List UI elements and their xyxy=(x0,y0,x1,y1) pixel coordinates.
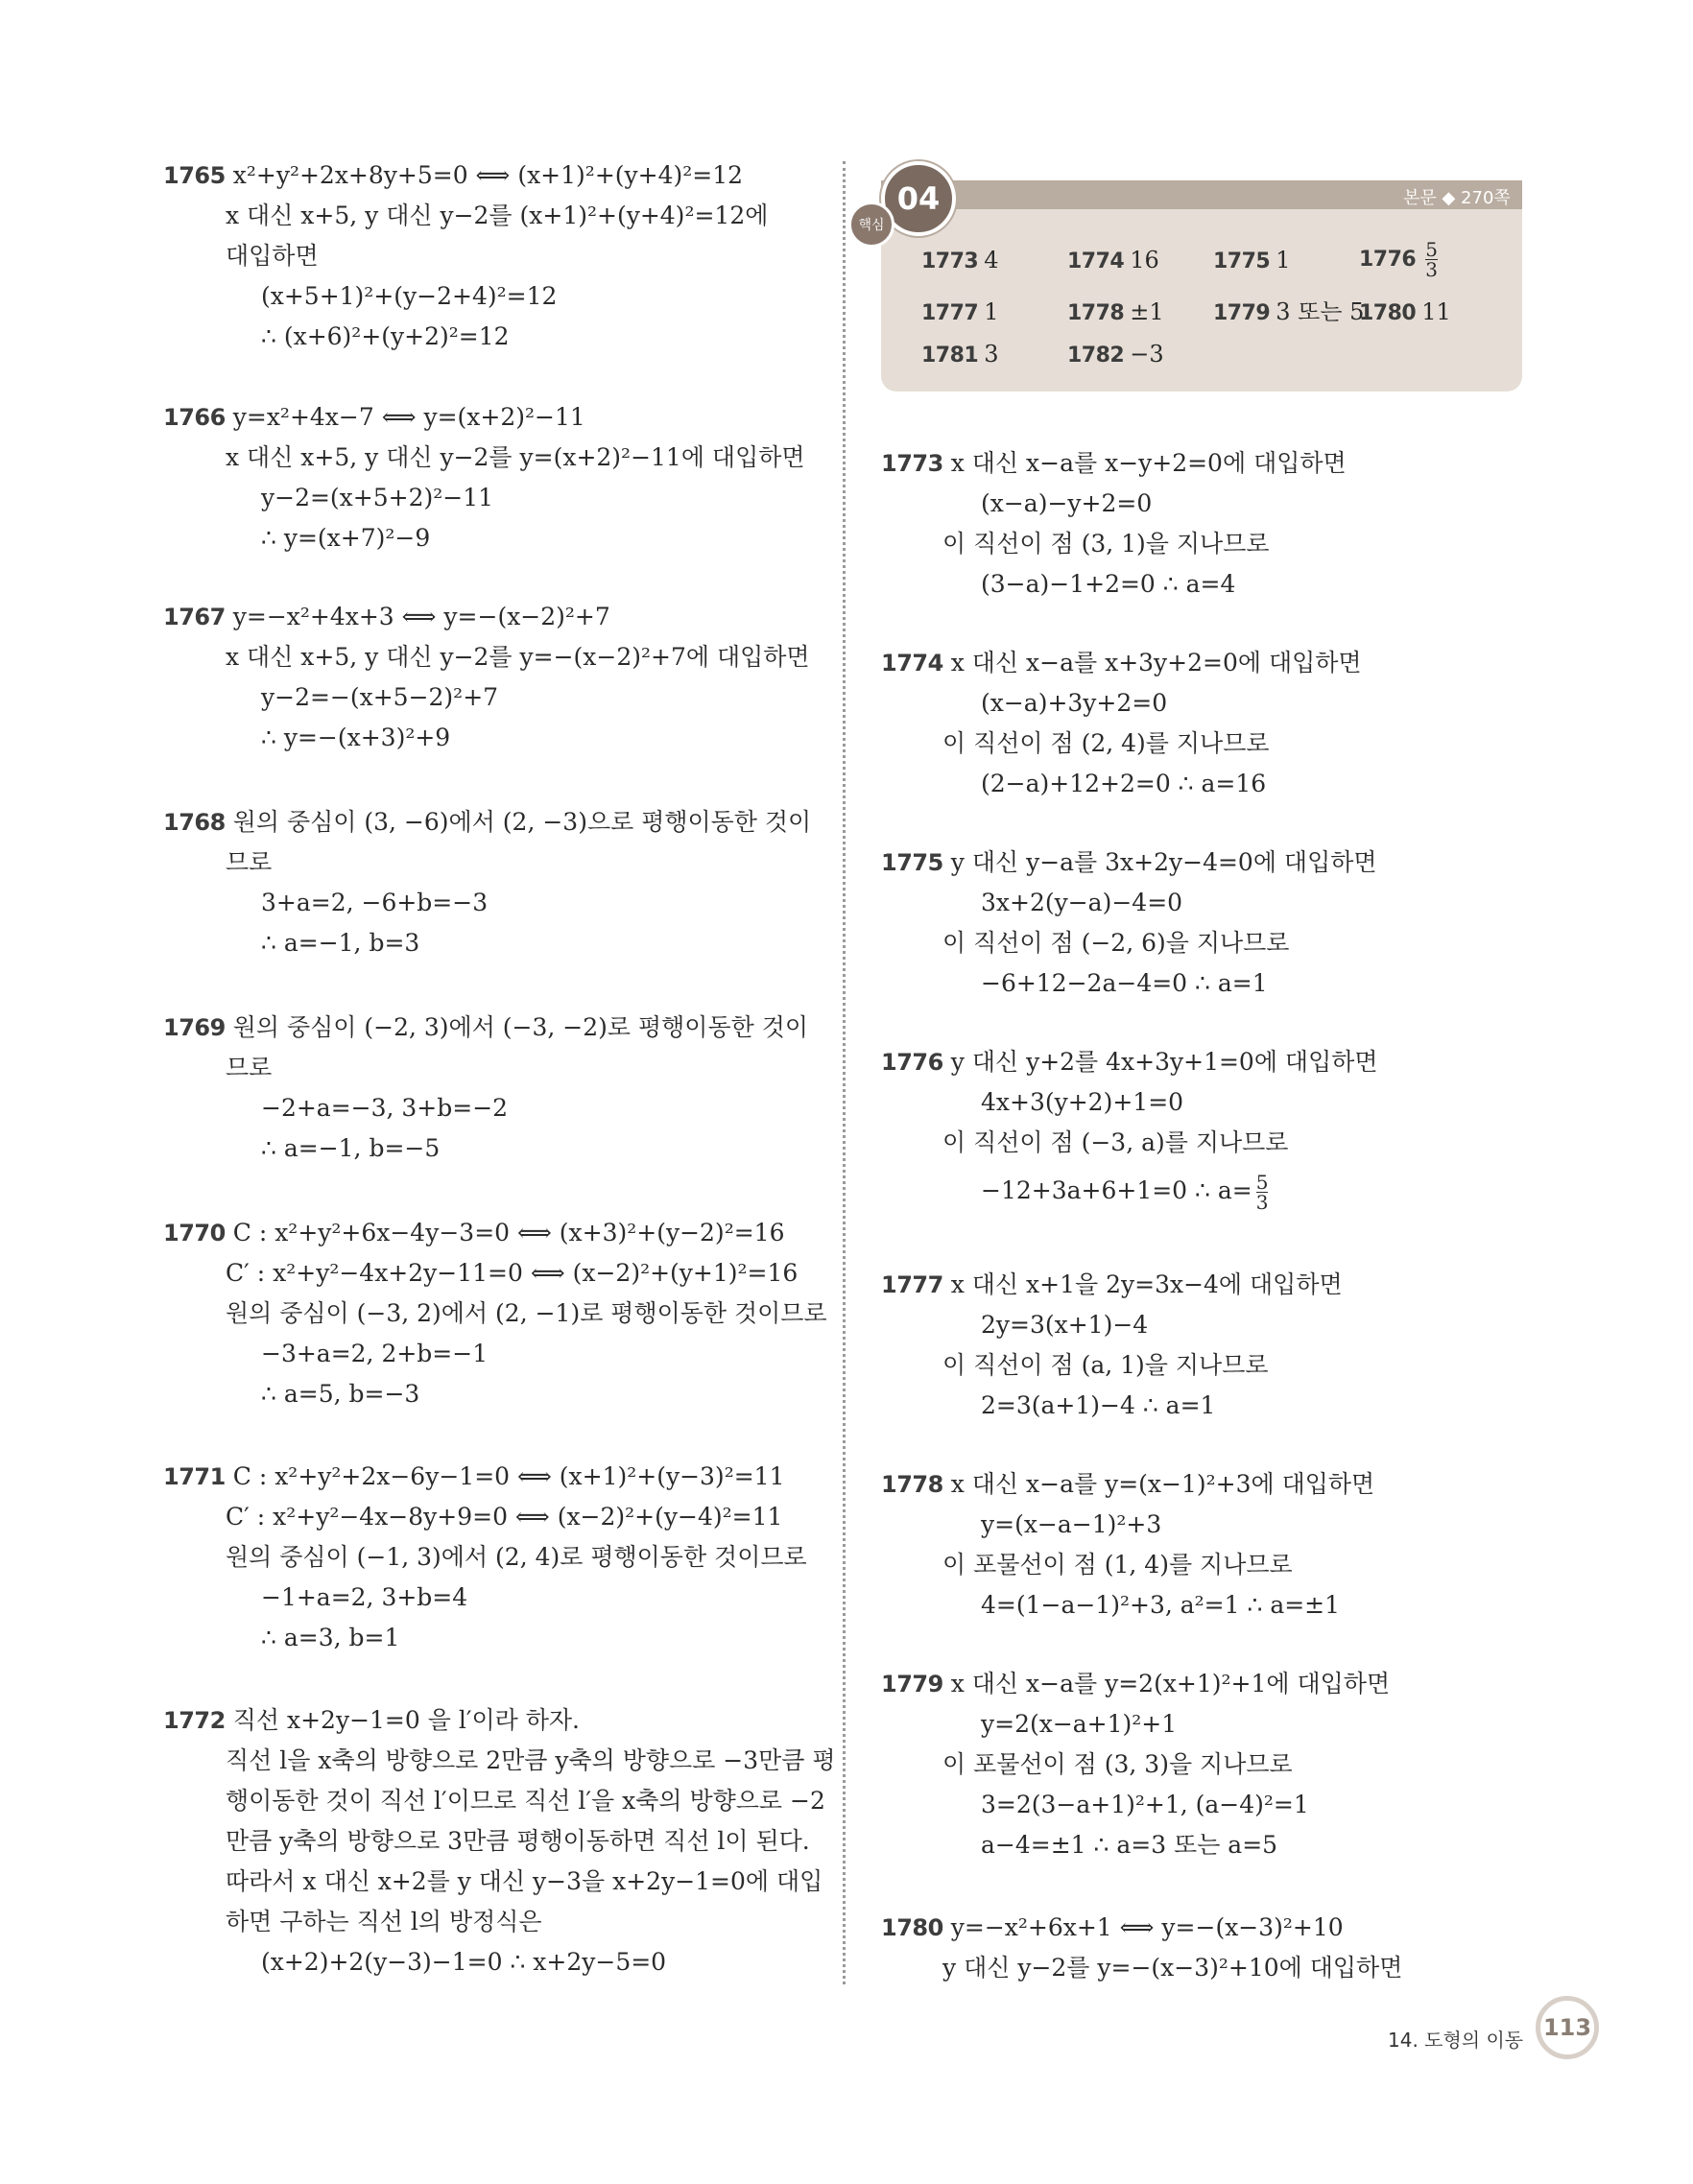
solution-line: 직선 x+2y−1=0 을 l′이라 하자. xyxy=(232,1706,580,1734)
solution-line: x 대신 x+5, y 대신 y−2를 y=−(x−2)²+7에 대입하면 xyxy=(226,643,810,671)
problem-number: 1779 xyxy=(881,1671,943,1697)
solution-line: x 대신 x−a를 x−y+2=0에 대입하면 xyxy=(950,449,1347,477)
answer-item: 1775 1 xyxy=(1213,247,1291,273)
solution-line: −6+12−2a−4=0 ∴ a=1 xyxy=(981,969,1268,997)
solution-line: 므로 xyxy=(226,1054,273,1081)
solution-line: 이 직선이 점 (2, 4)를 지나므로 xyxy=(942,729,1270,757)
solution-line: y−2=−(x+5−2)²+7 xyxy=(261,683,499,711)
solution-line: ∴ (x+6)²+(y+2)²=12 xyxy=(261,322,510,350)
solution-line: 이 포물선이 점 (1, 4)를 지나므로 xyxy=(942,1551,1293,1579)
solution-line: −3+a=2, 2+b=−1 xyxy=(261,1340,489,1367)
solution-line: 4=(1−a−1)²+3, a²=1 ∴ a=±1 xyxy=(981,1591,1341,1619)
problem-number: 1766 xyxy=(163,404,226,431)
solution-line: y=2(x−a+1)²+1 xyxy=(981,1710,1178,1738)
answer-item: 1781 3 xyxy=(921,341,999,368)
problem-number: 1771 xyxy=(163,1463,226,1490)
solution-line: 이 포물선이 점 (3, 3)을 지나므로 xyxy=(942,1750,1293,1778)
solution-line: x 대신 x+5, y 대신 y−2를 (x+1)²+(y+4)²=12에 xyxy=(226,202,769,229)
solution-line: y=−x²+4x+3 ⟺ y=−(x−2)²+7 xyxy=(232,603,610,630)
textbook-page-reference: 본문 ◆ 270쪽 xyxy=(1403,188,1511,208)
solution-line: (x−a)−y+2=0 xyxy=(981,489,1153,517)
answer-item: 1773 4 xyxy=(921,247,999,273)
solution-line: −1+a=2, 3+b=4 xyxy=(261,1583,468,1611)
solution-line: C′ : x²+y²−4x+2y−11=0 ⟺ (x−2)²+(y+1)²=16 xyxy=(226,1259,799,1287)
problem-number: 1769 xyxy=(163,1014,226,1041)
chapter-title: 14. 도형의 이동 xyxy=(1388,2029,1524,2052)
solution-line: −12+3a+6+1=0 ∴ a= xyxy=(981,1176,1252,1204)
problem-number: 1772 xyxy=(163,1707,226,1734)
solution-line: C : x²+y²+6x−4y−3=0 ⟺ (x+3)²+(y−2)²=16 xyxy=(232,1219,785,1246)
solution-line: y=x²+4x−7 ⟺ y=(x+2)²−11 xyxy=(232,403,585,431)
solution-line: 이 직선이 점 (3, 1)을 지나므로 xyxy=(942,530,1270,558)
solution-line: (3−a)−1+2=0 ∴ a=4 xyxy=(981,570,1236,598)
solution-line: 직선 l을 x축의 방향으로 2만큼 y축의 방향으로 −3만큼 평 xyxy=(226,1746,836,1774)
answer-item: 1778 ±1 xyxy=(1067,298,1164,325)
solution-line: 만큼 y축의 방향으로 3만큼 평행이동하면 직선 l이 된다. xyxy=(226,1827,810,1855)
solution-line: (2−a)+12+2=0 ∴ a=16 xyxy=(981,770,1267,797)
answer-item: 1776 $\frac{5}{3}$ xyxy=(1359,238,1438,281)
solution-line: 행이동한 것이 직선 l′이므로 직선 l′을 x축의 방향으로 −2 xyxy=(226,1787,825,1815)
solution-line: 3=2(3−a+1)²+1, (a−4)²=1 xyxy=(981,1791,1309,1818)
answer-item: 1777 1 xyxy=(921,298,999,325)
solution-line: 원의 중심이 (−3, 2)에서 (2, −1)로 평행이동한 것이므로 xyxy=(226,1299,827,1327)
solution-line: 3+a=2, −6+b=−3 xyxy=(261,889,489,916)
core-label-badge: 핵심 xyxy=(848,202,894,248)
problem-number: 1774 xyxy=(881,650,943,677)
solution-line: a−4=±1 ∴ a=3 또는 a=5 xyxy=(981,1831,1278,1859)
solution-line: ∴ a=−1, b=3 xyxy=(261,929,420,957)
solution-line: −2+a=−3, 3+b=−2 xyxy=(261,1094,509,1122)
problem-number: 1767 xyxy=(163,604,226,630)
solution-line: 원의 중심이 (−1, 3)에서 (2, 4)로 평행이동한 것이므로 xyxy=(226,1543,807,1571)
solution-line: x 대신 x+5, y 대신 y−2를 y=(x+2)²−11에 대입하면 xyxy=(226,443,805,471)
solution-line: y 대신 y−2를 y=−(x−3)²+10에 대입하면 xyxy=(942,1954,1403,1982)
solution-line: ∴ a=5, b=−3 xyxy=(261,1380,420,1408)
section-badge: 04 xyxy=(881,161,956,236)
solution-line: y 대신 y+2를 4x+3y+1=0에 대입하면 xyxy=(950,1048,1378,1076)
problem-number: 1777 xyxy=(881,1271,943,1298)
solution-line: y 대신 y−a를 3x+2y−4=0에 대입하면 xyxy=(950,848,1377,876)
problem-number: 1765 xyxy=(163,162,226,189)
column-divider xyxy=(843,161,846,1984)
answer-item: 1782 −3 xyxy=(1067,341,1164,368)
fraction: $\frac{5}{3}$ xyxy=(1255,1171,1269,1214)
solution-line: x 대신 x+1을 2y=3x−4에 대입하면 xyxy=(950,1270,1343,1298)
solution-line: 2y=3(x+1)−4 xyxy=(981,1311,1149,1339)
solution-line: 4x+3(y+2)+1=0 xyxy=(981,1088,1184,1116)
solution-line: x 대신 x−a를 y=(x−1)²+3에 대입하면 xyxy=(950,1470,1375,1498)
solution-line: ∴ y=−(x+3)²+9 xyxy=(261,724,451,751)
solution-line: 이 직선이 점 (−2, 6)을 지나므로 xyxy=(942,929,1290,957)
solution-line: 원의 중심이 (−2, 3)에서 (−3, −2)로 평행이동한 것이 xyxy=(232,1013,809,1041)
problem-number: 1778 xyxy=(881,1471,943,1498)
solution-line: C : x²+y²+2x−6y−1=0 ⟺ (x+1)²+(y−3)²=11 xyxy=(232,1462,785,1490)
fraction: $\frac{5}{3}$ xyxy=(1425,238,1438,281)
solution-line: 원의 중심이 (3, −6)에서 (2, −3)으로 평행이동한 것이 xyxy=(232,808,812,836)
solution-line: y=−x²+6x+1 ⟺ y=−(x−3)²+10 xyxy=(950,1913,1344,1941)
solution-line: 이 직선이 점 (−3, a)를 지나므로 xyxy=(942,1128,1289,1156)
solution-line: 이 직선이 점 (a, 1)을 지나므로 xyxy=(942,1351,1269,1379)
solution-line: 2=3(a+1)−4 ∴ a=1 xyxy=(981,1391,1216,1419)
solution-line: y=(x−a−1)²+3 xyxy=(981,1510,1162,1538)
solution-line: 하면 구하는 직선 l의 방정식은 xyxy=(226,1908,542,1935)
solution-line: x 대신 x−a를 y=2(x+1)²+1에 대입하면 xyxy=(950,1670,1391,1697)
solution-line: ∴ y=(x+7)²−9 xyxy=(261,524,431,552)
solution-line: y−2=(x+5+2)²−11 xyxy=(261,484,494,511)
problem-number: 1776 xyxy=(881,1049,943,1076)
solution-line: ∴ a=3, b=1 xyxy=(261,1624,400,1651)
solution-line: 대입하면 xyxy=(226,242,319,270)
solution-line: 따라서 x 대신 x+2를 y 대신 y−3을 x+2y−1=0에 대입 xyxy=(226,1867,823,1895)
problem-number: 1773 xyxy=(881,450,943,477)
solution-line: 3x+2(y−a)−4=0 xyxy=(981,889,1183,916)
problem-number: 1780 xyxy=(881,1914,943,1941)
solution-line: (x+5+1)²+(y−2+4)²=12 xyxy=(261,282,558,310)
solution-line: ∴ a=−1, b=−5 xyxy=(261,1134,441,1162)
answer-item: 1780 11 xyxy=(1359,298,1451,325)
problem-number: 1768 xyxy=(163,809,226,836)
problem-number: 1770 xyxy=(163,1220,226,1246)
solution-line: (x−a)+3y+2=0 xyxy=(981,689,1168,717)
solution-line: (x+2)+2(y−3)−1=0 ∴ x+2y−5=0 xyxy=(261,1948,667,1976)
solution-line: x 대신 x−a를 x+3y+2=0에 대입하면 xyxy=(950,649,1362,677)
answer-item: 1774 16 xyxy=(1067,247,1159,273)
problem-number: 1775 xyxy=(881,849,943,876)
solution-line: 므로 xyxy=(226,848,273,876)
answer-item: 1779 3 또는 5 xyxy=(1213,298,1365,325)
page-number: 113 xyxy=(1536,1996,1599,2059)
solution-line: x²+y²+2x+8y+5=0 ⟺ (x+1)²+(y+4)²=12 xyxy=(232,161,744,189)
solution-line: C′ : x²+y²−4x−8y+9=0 ⟺ (x−2)²+(y−4)²=11 xyxy=(226,1503,783,1531)
